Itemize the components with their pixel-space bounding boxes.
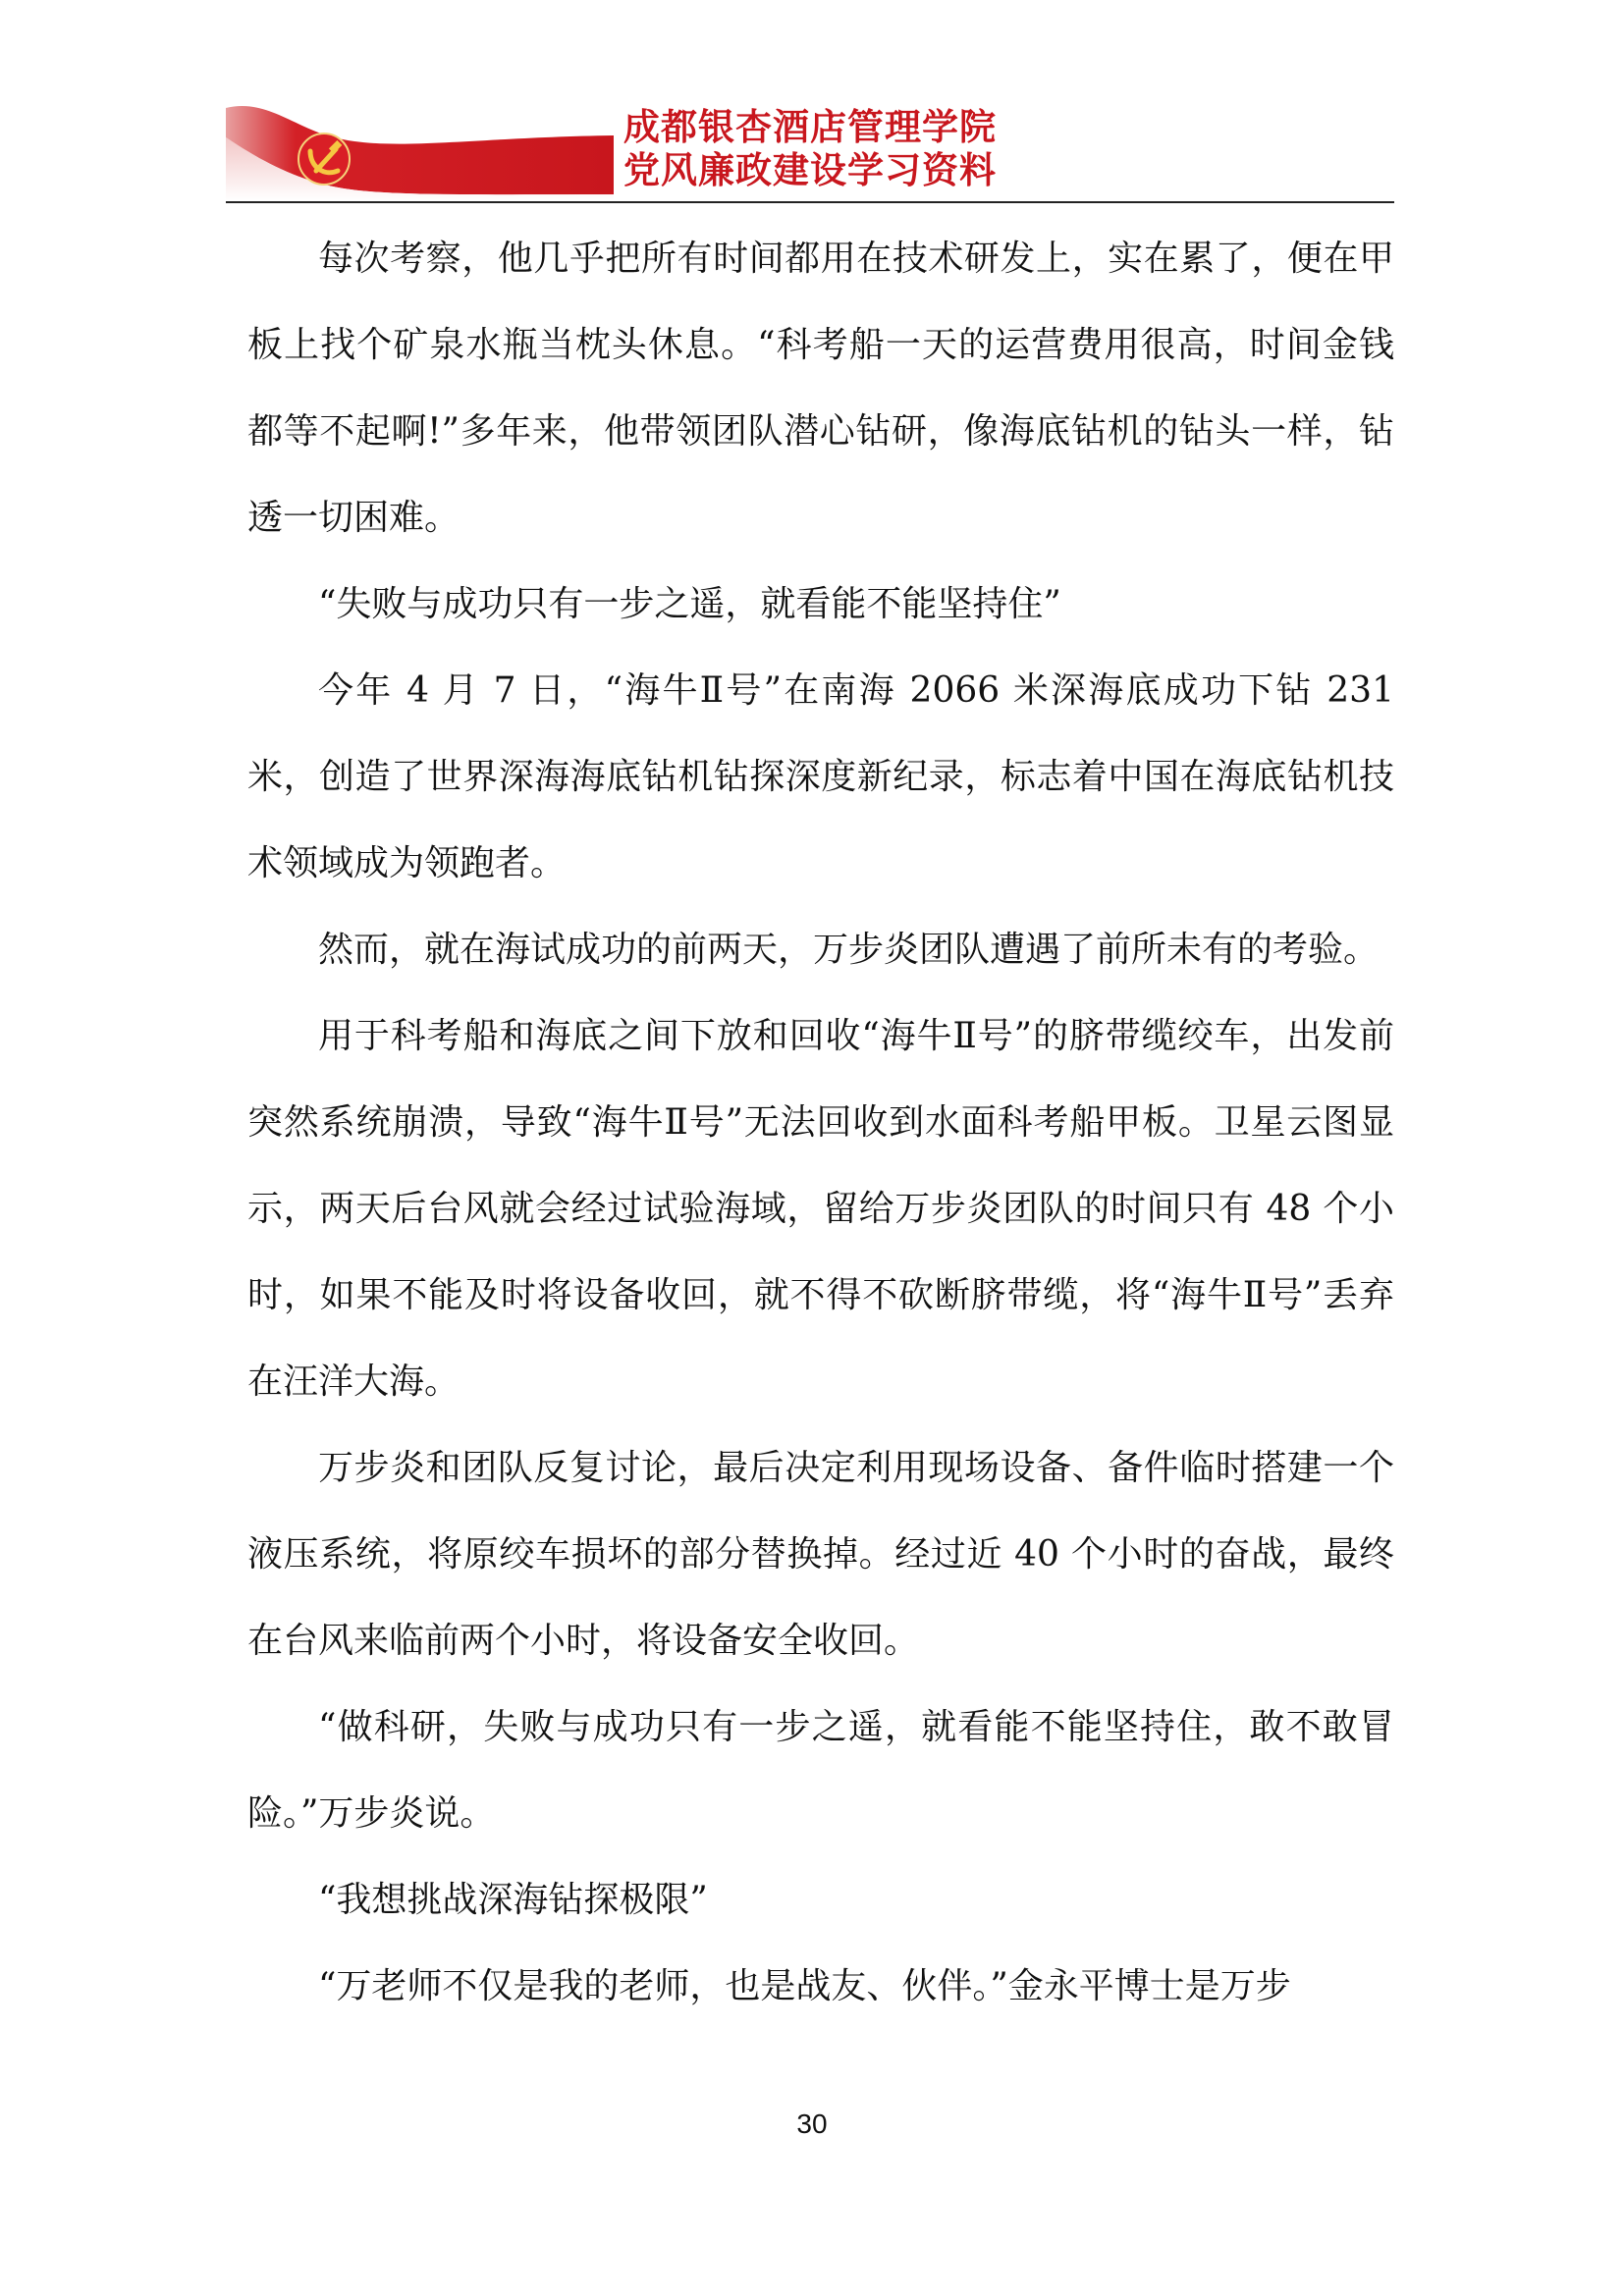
header-divider bbox=[226, 201, 1394, 203]
page-header bbox=[226, 98, 1394, 201]
header-title bbox=[623, 106, 997, 192]
paragraph: “失败与成功只有一步之遥，就看能不能坚持住” bbox=[318, 584, 1061, 624]
page-number: 30 bbox=[796, 2109, 828, 2139]
paragraph: 每次考察，他几乎把所有时间都用在技术研发上，实在累了，便在甲板上找个矿泉水瓶当枕头休息。“科考船一天的运营费用很高，时间金钱都等不起啊!”多年来，他带领团队潜心钻研，像海底钻机的钻头一样，钻透一切困难。 bbox=[247, 239, 1394, 538]
paragraph: 今年 4 月 7 日，“海牛Ⅱ号”在南海 2066 米深海底成功下钻 231 米，创造了世界深海海底钻机钻探深度新纪录，标志着中国在海底钻机技术领域成为领跑者。 bbox=[247, 670, 1394, 883]
header-title-line2: 党风廉政建设学习资料 bbox=[623, 149, 997, 191]
document-body bbox=[247, 216, 1394, 2030]
paragraph: 用于科考船和海底之间下放和回收“海牛Ⅱ号”的脐带缆绞车，出发前突然系统崩溃，导致“海牛Ⅱ号”无法回收到水面科考船甲板。卫星云图显示，两天后台风就会经过试验海域，留给万步炎团队的时间只有 48 个小时，如果不能及时将设备收回，就不得不砍断脐带缆，将“海牛Ⅱ号”丢弃在汪洋大海。 bbox=[247, 1016, 1394, 1402]
paragraph: “做科研，失败与成功只有一步之遥，就看能不能坚持住，敢不敢冒险。”万步炎说。 bbox=[247, 1707, 1394, 1834]
paragraph: 万步炎和团队反复讨论，最后决定利用现场设备、备件临时搭建一个液压系统，将原绞车损坏的部分替换掉。经过近 40 个小时的奋战，最终在台风来临前两个小时，将设备安全收回。 bbox=[247, 1448, 1394, 1661]
paragraph: 然而，就在海试成功的前两天，万步炎团队遭遇了前所未有的考验。 bbox=[318, 930, 1380, 970]
party-emblem-icon bbox=[226, 98, 614, 201]
paragraph: “我想挑战深海钻探极限” bbox=[318, 1880, 708, 1920]
header-title-line1: 成都银杏酒店管理学院 bbox=[623, 106, 997, 148]
paragraph: “万老师不仅是我的老师，也是战友、伙伴。”金永平博士是万步 bbox=[318, 1966, 1291, 2006]
